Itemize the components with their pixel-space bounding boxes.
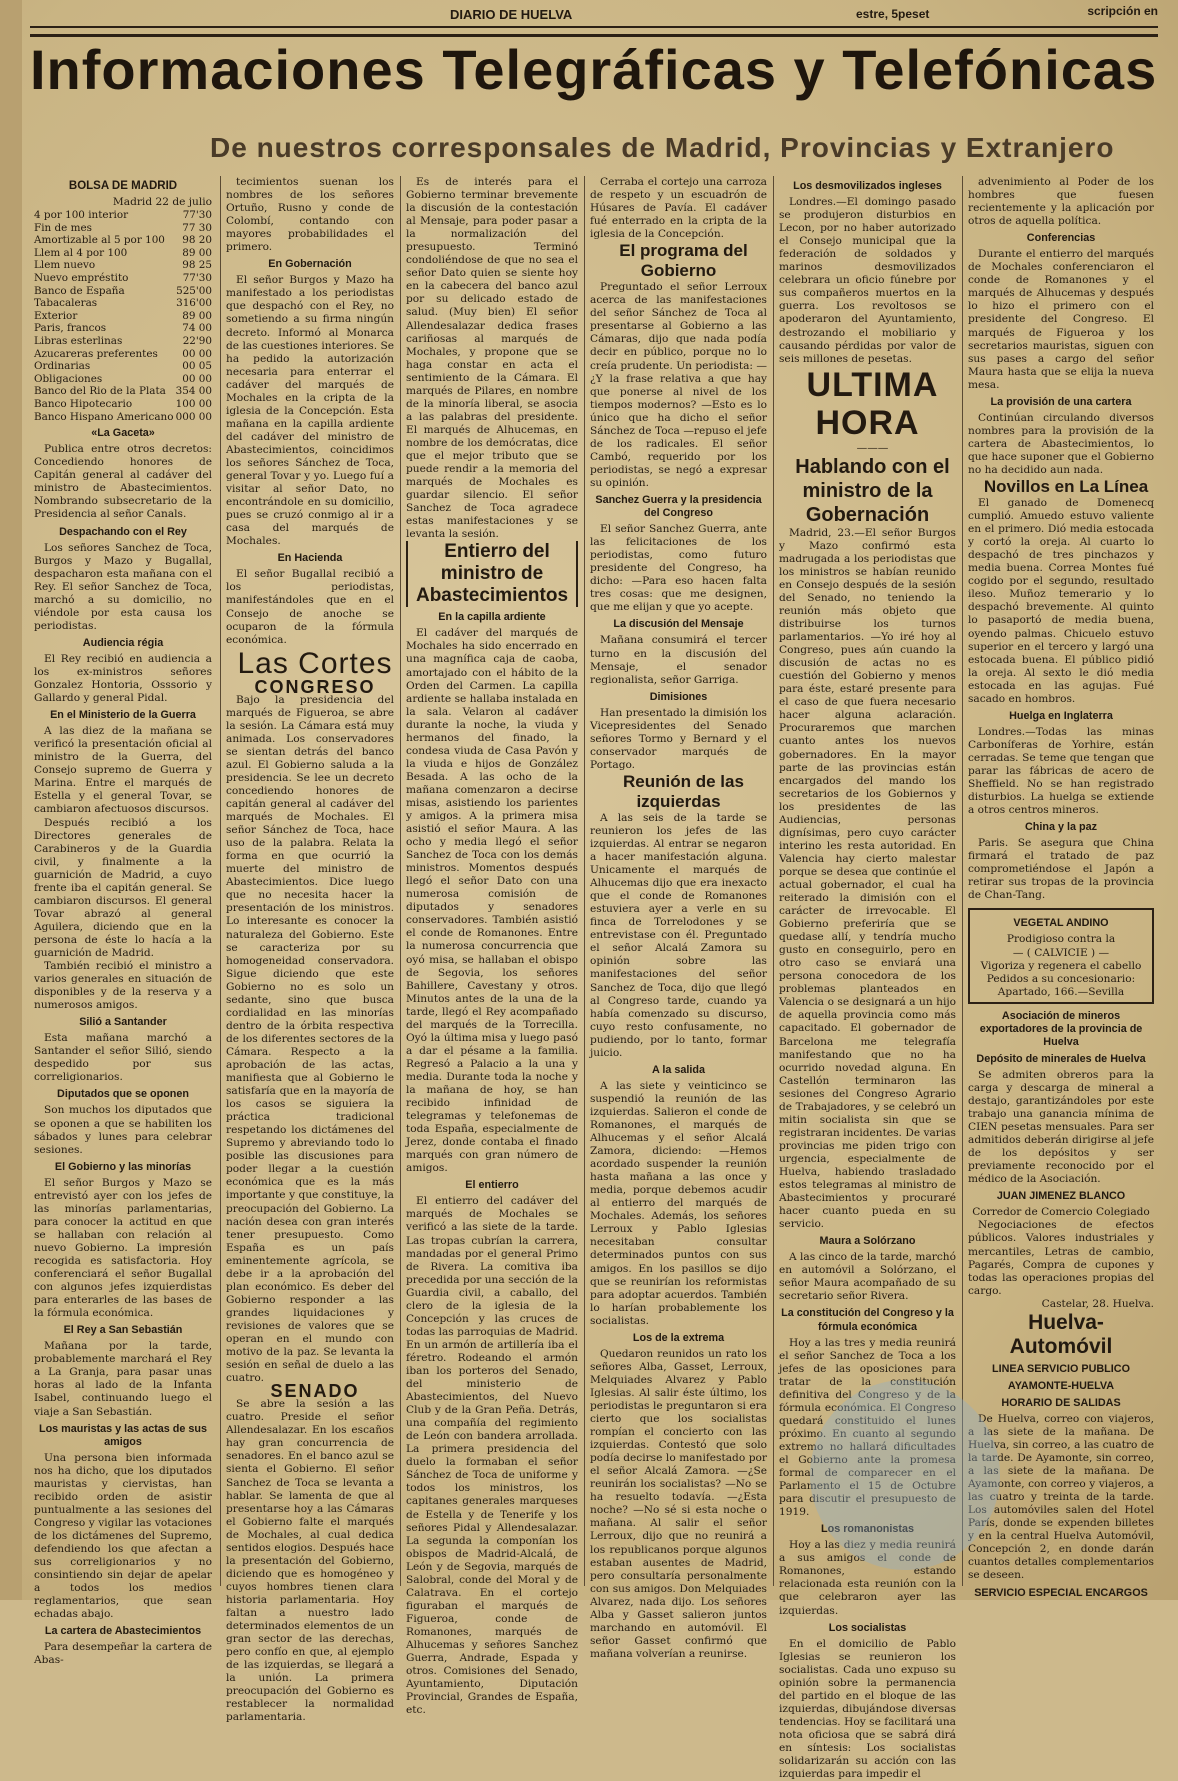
heading-dimisiones: Dimisiones (649, 690, 708, 703)
article-extrema: Quedaron reunidos un rato los señores Alba, Gasset, Lerroux, Melquiades Alvarez y Pablo Iglesias. Al salir éste último, los periodistas le preguntaron si era cierto que los socialistas rompían el concierto con las izquierdas. Contestó que solo podía decirse lo manifestado por el señor Alcalá Zamora. —¿Se reunirán los socialistas? —No se ha resuelto todavía. —¿Esta noche? —No sé si esta noche o mañana. Al salir el señor Lerroux, dijo que no reunirá a los republicanos porque algunos estaban ausentes de Madrid, pero consultaría personalmente con sus amigos. Don Melquiades Alvarez, nada dijo. Los señores Alba y Gasset salieron juntos marchando en automóvil. El señor Gasset confirmó que mañana volverían a reunirse. (590, 1347, 767, 1660)
article-china: Paris. Se asegura que China firmará el tratado de paz comprometiéndose el Japón a retirar sus tropas de la provincia de Chan-Tang. (968, 837, 1154, 902)
heading-extrema: Los de la extrema (632, 1331, 725, 1344)
article-capilla: El cadáver del marqués de Mochales ha sido encerrado en una magnífica caja de caoba, amortajado con el hábito de la Orden del Carmen. La capilla ardiente se hallaba instalada en la sala. Velaron al cadáver durante la noche, la viuda y hermanos del finado, la condesa viuda de Casa Pavón y la viuda e hijos de González Besada. A las ocho de la mañana comenzaron a decirse misas, asistiendo los parientes y amigos. A la primera misa asistió el señor Maura. A las ocho y media llegó el señor Sanchez de Toca con los demás ministros. Momentos después llegó el señor Dato con una numerosa comisión de diputados y senadores conservadores. También asistió el conde de Romanones. Entre la numerosa concurrencia que oyó misa, se hallaban el obispo de Segovia, los señores Bahillere, Cavestany y otros. Minutos antes de la una de la tarde, llegó el Rey acompañado del marqués de la Torrecilla. Oyó la última misa y luego pasó a dar el pésame a la familia. Regresó a Palacio a la una y media. Durante toda la noche y la mañana de hoy, se han recibido infinidad de telegramas y telefonemas de toda España, especialmente de Jerez, donde contaba el finado marqués con gran número de amigos. (406, 627, 578, 1175)
column-rule (400, 176, 401, 1586)
article-gobernacion: El señor Burgos y Mazo ha manifestado a los periodistas que despachó con el Rey, no sometiendo a su firma ningún decreto. Informó al Monarca de las cuestiones interiores. Se ha pedido la autorización necesaria para enterrar el cadáver del marqués de Mochales en la cripta de la iglesia de la Concepción. Esta mañana en la capilla ardiente del cadáver del ministro de Abastecimientos, coincidimos los señores Sánchez de Toca, general Tovar y yo. Luego fuí a visitar al señor Dato, no encontrándole en su domicilio, pues se cruzó conmigo al ir a casa del marqués de Mochales. (226, 274, 394, 548)
heading-guerra: En el Ministerio de la Guerra (50, 709, 196, 722)
bolsa-value: 89 00 (182, 309, 212, 322)
column-rule (773, 176, 774, 1586)
column-rule (962, 176, 963, 1586)
heading-hacienda: En Hacienda (277, 552, 343, 565)
bolsa-value: 316'00 (176, 297, 212, 310)
heading-cartera: La cartera de Abastecimientos (44, 1625, 202, 1638)
heading-programa: El programa del Gobierno (619, 241, 748, 281)
ad-vegetal-line-2: — ( CALVICIE ) — (1012, 946, 1110, 959)
column-rule (584, 176, 585, 1586)
column-6 (968, 176, 1154, 1603)
article-cartera: Para desempeñar la cartera de Abas- (34, 1641, 212, 1667)
article-diputados: Son muchos los diputados que se oponen a que se habiliten los sábados y lunes para celebrar sesiones. (34, 1104, 212, 1156)
column-4 (590, 176, 767, 1661)
ad-huelva-line-1: LINEA SERVICIO PUBLICO (992, 1362, 1130, 1375)
bolsa-value: 77'30 (182, 272, 212, 285)
bolsa-value: 000 00 (175, 410, 212, 423)
bolsa-label: Banco de España (34, 284, 125, 297)
heading-socialistas: Los socialistas (828, 1621, 907, 1634)
ad-huelva-automovil-title: Huelva-Automóvil (1009, 1310, 1113, 1358)
article-col4-top: Cerraba el cortejo una carroza de respeto y un escuadrón de Húsares de Pavía. El cadáver fué enterrado en la cripta de la iglesia de la Concepción. (590, 176, 767, 241)
article-col2-top: tecimientos suenan los nombres de los señores Ortuño, Rusno y conde de Colombí, contando con mayores probabilidades el primero. (226, 176, 394, 254)
ad-huelva-body: De Huelva, correo con viajeros, a las siete de la mañana. De Huelva, sin correo, a las cuatro de la tarde. De Ayamonte, sin correo, a las siete de la mañana. De Ayamonte, con correo y viajeros, a las cuatro y treinta de la tarde. Los automóviles salen del Hotel París, donde se expenden billetes y en la central Huelva Automóvil, Concepción 2, en donde darán cuantos detalles complementarios se deseen. (968, 1412, 1154, 1582)
article-constitucion: Hoy a las tres y media reunirá el señor Sanchez de Toca a los jefes de las oposiciones para tratar de la constitución definitiva del Congreso y de la fórmula económica. El Congreso quedará constituido el lunes próximo. En cuanto al segundo extremo no hallará dificultades el Gobierno ante la promesa formal de comparecer en el Parlamento el 15 de Octubre para discutir el presupuesto de 1919. (779, 1336, 956, 1519)
article-gaceta: Publica entre otros decretos: Concediendo honores de Capitán general al cadáver del ministro de Abastecimientos. Nombrando subsecretario de la Presidencia al señor Canals. (34, 443, 212, 521)
bolsa-value: 22'90 (182, 335, 212, 348)
article-novillos: El ganado de Domenecq cumplió. Amuedo estuvo valiente en el primero. Dió media estocada y cortó la oreja. Al cuarto lo despachó de tres pinchazos y media buena. Correa Montes fué cogido por el segundo, resultado ileso. Muñoz temerario y lo despachó brevemente. Al quinto lo pasaportó de media buena, oyendo palmas. Chicuelo estuvo superior en el tercero y largó una estocada buena. El público pidió la oreja. Al sexto le dió media estocada en las agujas. Fué sacado en hombros. (968, 497, 1154, 705)
ad-vegetal-andino (968, 908, 1154, 1003)
article-deposito: Se admiten obreros para la carga y descarga de mineral a destajo, garantizándoles por este trabajo una ganancia mínima de CIEN pesetas mensuales. Para ser admitidos deberán dirigirse al jefe de los depósitos y ser previamente reconocido por el médico de la Asociación. (968, 1068, 1154, 1186)
bolsa-row (34, 272, 212, 285)
ad-vegetal-title: VEGETAL ANDINO (1013, 917, 1109, 930)
bolsa-value: 100 00 (175, 398, 212, 410)
article-hablando: Madrid, 23.—El señor Burgos y Mazo confirmó esta madrugada a los periodistas que los ministros se habían reunido en Consejo después de la sesión del Senado, no teniendo la reunión más objeto que distribuirse los turnos parlamentarios. —Yo iré hoy al Congreso, pues aún cuando la discusión de actas no es cuestión del Gobierno y menos para éste, estaré presente para el caso de que fuera necesario hacer alguna aclaración. Procuraremos que marchen cuanto antes los nuevos gobernadores. En la mayor parte de las provincias están encargados del mando los secretarios de los Gobiernos y los presidentes de las Audiencias, personas dignísimas, pero cuyo carácter interino les resta autoridad. En Valencia hay cierto malestar porque se desea que continúe el actual gobernador, el cual ha reiterado la dimisión con el carácter de irrevocable. El Gobierno preferiría que se quedase allí, y tendría mucho gusto en conseguirlo, pero en otro caso se enviará una persona conocedora de los problemas planteados en Valencia o se designará a un hijo de aquella provincia como más capacitado. El gobernador de Barcelona me telegrafía manifestando que no ha ocurrido novedad alguna. En Castellón terminaron las sesiones del Congreso Agrario de Trabajadores, y se celebró un mitin socialista sin que se registraran incidentes. De varias provincias me piden trigo con urgencia, especialmente de Huelva, habiendo trasladado estos telegramas al ministro de Abastecimientos y procuraré hacer cuanto pueda en su servicio. (779, 526, 956, 1231)
ad-huelva-line-4: SERVICIO ESPECIAL ENCARGOS (974, 1586, 1148, 1599)
bolsa-value: 525'00 (176, 284, 212, 297)
bolsa-label: 4 por 100 interior (34, 209, 129, 222)
bolsa-label: Exterior (34, 309, 78, 322)
ad-asociacion-title: Asociación de mineros exportadores de la provincia de Huelva (979, 1009, 1143, 1048)
heading-capilla: En la capilla ardiente (438, 611, 546, 624)
heading-senado: SENADO (270, 1381, 360, 1402)
bolsa-label: Fin de mes (34, 221, 92, 234)
heading-despachando: Despachando con el Rey (59, 525, 187, 538)
bolsa-row (34, 222, 212, 235)
library-stamp (810, 1380, 1000, 1570)
bolsa-row (34, 209, 212, 222)
heading-rey: El Rey a San Sebastián (63, 1324, 183, 1337)
article-programa: Preguntado el señor Lerroux acerca de las manifestaciones del señor Sánchez de Toca al presentarse al Gobierno a las Cámaras, dijo que nada podía decir en público, porque no lo creía prudente. Un periodista: —¿Y la frase relativa a que hay que ponerse al nivel de los tiempos modernos? —Esto es lo único que ha dicho el señor Sánchez de Toca —repuso el jefe de los radicales. El señor Cambó, requerido por los periodistas, se negó a expresar su opinión. (590, 281, 767, 489)
article-dimisiones: Han presentado la dimisión los Vicepresidentes del Senado señores Tormo y Bernard y el conservador marqués de Portago. (590, 706, 767, 771)
bolsa-value: 98 25 (182, 259, 212, 272)
heading-entierro-ministro: Entierro del ministro de Abastecimientos (406, 541, 578, 607)
bolsa-title: BOLSA DE MADRID (68, 180, 178, 192)
heading-china: China y la paz (1025, 821, 1097, 834)
ad-jimenez-line-3: Castelar, 28. Huelva. (1041, 1297, 1154, 1310)
heading-novillos: Novillos en La Línea (983, 477, 1149, 497)
bolsa-value: 354 00 (175, 385, 212, 398)
heading-reunion: Reunión de las izquierdas (623, 771, 744, 811)
article-hacienda: El señor Bugallal recibió a los periodistas, manifestándoles que en el Consejo de anoche se ocuparon de la fórmula económica. (226, 568, 394, 646)
bolsa-value: 00 05 (182, 360, 212, 373)
article-salida: A las siete y veinticinco se suspendió la reunión de las izquierdas. Salieron el conde de Romanones, el marqués de Alhucemas y el señor Alcalá Zamora, diciendo: —Hemos acordado suspender la reunión hasta mañana a las once y media, porque debemos acudir al entierro del marqués de Mochales. Además, los señores Lerroux y Pablo Iglesias necesitaban consultar determinados puntos con sus amigos. En los pasillos se dijo que se reunirían los reformistas para adoptar acuerdos. También lo harían probablemente los socialistas. (590, 1079, 767, 1327)
bolsa-row (34, 297, 212, 310)
article-mauristas: Una persona bien informada nos ha dicho, que los diputados mauristas y ciervistas, han recibido orden de asistir puntualmente a las sesiones del Congreso y vigilar las votaciones de los dictámenes del Supremo, defendiendo los que afectan a sus correligionarios y no consintiendo sin dejar de apelar a todos los medios reglamentarios, que sean echadas abajo. (34, 1451, 212, 1621)
heading-gaceta: «La Gaceta» (91, 427, 155, 440)
ad-vegetal-line-1: Prodigioso contra la (1006, 933, 1116, 946)
bolsa-value: 00 00 (182, 372, 212, 385)
article-romanonistas: Hoy a las diez y media reunirá a sus amigos el conde de Romanones, estando relacionada esta reunión con la que celebraron ayer las izquierdas. (779, 1539, 956, 1617)
article-sanchez-guerra: El señor Sanchez Guerra, ante las felicitaciones de los periodistas, como futuro presidente del Congreso, ha dicho: —Para eso hacen falta tres cosas: que me designen, que me elijan y que yo acepte. (590, 523, 767, 614)
article-minorias: El señor Burgos y Mazo se entrevistó ayer con los jefes de las minorías parlamentarias, para conocer la actitud en que se hallaban con relación al nuevo Gobierno. La impresión recogida es satisfactoria. Hoy conferenciará el señor Bugallal con algunos jefes izquierdistas para enterarles de las bases de la fórmula económica. (34, 1176, 212, 1320)
bolsa-row (34, 348, 212, 361)
article-col6-top: advenimiento al Poder de los hombres que fuesen recientemente y la aplicación por otros de aquella política. (968, 176, 1154, 228)
heading-mensaje: La discusión del Mensaje (613, 618, 744, 631)
page-header-bar (30, 4, 1158, 28)
bolsa-value: 89 00 (182, 246, 212, 259)
article-desmovilizados: Londres.—El domingo pasado se produjeron disturbios en Lecon, por no haber autorizado el Consejo municipal que la federación de soldados y marinos desmovilizados celebrara un oficio fúnebre por sus compañeros muertos en la guerra. Los revoltosos se apoderaron del Ayuntamiento, destrozando el mobiliario y causando pérdidas por valor de seis millones de pesetas. (779, 196, 956, 365)
bolsa-label: Banco Hipotecario (34, 398, 133, 410)
ad-huelva-line-3: HORARIO DE SALIDAS (1001, 1396, 1121, 1409)
heading-mauristas: Los mauristas y las actas de sus amigos (38, 1422, 208, 1448)
bolsa-label: Libras esterlinas (34, 335, 123, 348)
bolsa-row (34, 411, 212, 424)
divider-dash: ——— (856, 441, 889, 454)
header-subscription: scripción en (1087, 4, 1158, 18)
bolsa-label: Banco del Rio de la Plata (34, 385, 166, 398)
header-newspaper-name: DIARIO DE HUELVA (450, 7, 573, 22)
heading-maura: Maura a Solórzano (819, 1235, 916, 1248)
bolsa-row (34, 385, 212, 398)
heading-provision: La provisión de una cartera (990, 395, 1132, 408)
heading-sanchez-guerra: Sanchez Guerra y la presidencia del Congreso (595, 493, 762, 520)
bolsa-label: Nuevo empréstito (34, 272, 129, 285)
ad-vegetal-line-3: Vigoriza y regenera el cabello (980, 959, 1142, 972)
article-provision: Continúan circulando diversos nombres para la provisión de la cartera de Abastecimientos, lo que hace suponer que el Gobierno no ha decidido aun nada. (968, 411, 1154, 476)
bolsa-label: Ordinarias (34, 360, 91, 373)
heading-audiencia: Audiencia régia (82, 636, 164, 649)
bolsa-value: 77 30 (182, 221, 212, 234)
heading-hablando: Hablando con el ministro de la Gobernación (795, 455, 950, 526)
article-maura: A las cinco de la tarde, marchó en automóvil a Solórzano, el señor Maura acompañado de su secretario señor Rivera. (779, 1251, 956, 1303)
bolsa-row (34, 373, 212, 386)
bolsa-label: Obligaciones (34, 372, 103, 385)
ad-jimenez-line-2: Negociaciones de efectos públicos. Valores industriales y mercantiles, Letras de cambio, Pagarés, Compra de cupones y todas las operaciones propias del cargo. (968, 1219, 1154, 1297)
bolsa-row (34, 322, 212, 335)
article-huelga: Londres.—Todas las minas Carboníferas de Yorhire, están cerradas. Se teme que tengan que parar las fábricas de acero de Sheffield. No se han registrado disturbios. La huelga se extiende a otros centros mineros. (968, 725, 1154, 817)
header-price: estre, 5peset (856, 7, 930, 21)
masthead-subtitle: De nuestros corresponsales de Madrid, Provincias y Extranjero (210, 132, 1115, 163)
bolsa-row (34, 234, 212, 247)
article-socialistas: En el domicilio de Pablo Iglesias se reunieron los socialistas. Cada uno expuso su opinión sobre la permanencia del partido en el bloque de las izquierdas, dibujándose diversas tendencias. Hoy se facilitará una nota oficiosa que se sabrá dirá en síntesis: Los socialistas solidarizarán su acción con las izquierdas para impedir el (779, 1637, 956, 1781)
masthead-title: Informaciones Telegráficas y Telefónicas (30, 38, 1158, 101)
bolsa-row (34, 360, 212, 373)
heading-minorias: El Gobierno y las minorías (54, 1160, 192, 1173)
article-senado: Se abre la sesión a las cuatro. Preside el señor Allendesalazar. En los escaños hay gran concurrencia de senadores. En el banco azul se sienta el Gobierno. El señor Sanchez de Toca se levanta a hablar. Se lamenta de que al presentarse hoy a las Cámaras el Gobierno falte el marqués de Mochales, al cual dedica sentidos elogios. Después hace la presentación del Gobierno, diciendo que es homogéneo y cuyos hombres tienen clara historia parlamentaria. Hoy faltan a nuestro lado determinados elementos de un gran sector de las derechas, pero confío en que, al ejemplo de las izquierdas, se llegará a la unión. La primera preocupación del Gobierno es restablecer la normalidad parlamentaria. (226, 1398, 394, 1724)
heading-el-entierro: El entierro (465, 1179, 519, 1192)
bolsa-label: Amortizable al 5 por 100 (34, 234, 165, 247)
heading-salida: A la salida (651, 1063, 705, 1076)
article-rey: Mañana por la tarde, probablemente marchará el Rey a La Granja, para pasar unas horas al lado de la Infanta Isabel, continuando luego el viaje a San Sebastián. (34, 1340, 212, 1418)
bolsa-row (34, 335, 212, 348)
bolsa-value: 74 00 (182, 322, 212, 335)
heading-deposito: Depósito de minerales de Huelva (976, 1052, 1146, 1065)
column-2 (226, 176, 394, 1724)
heading-romanonistas: Los romanonistas (821, 1523, 914, 1536)
article-despachando: Los señores Sanchez de Toca, Burgos y Mazo y Bugallal, despacharon esta mañana con el Rey. El señor Sanchez de Toca, marchó a su domicilio, no viéndole por esta causa los periodistas. (34, 541, 212, 632)
bolsa-label: Tabacaleras (34, 297, 98, 310)
bolsa-label: Llem nuevo (34, 259, 96, 272)
article-el-entierro: El entierro del cadáver del marqués de Mochales se verificó a las siete de la tarde. Las tropas cubrían la carrera, mandadas por el general Primo de Rivera. La comitiva iba precedida por una sección de la Guardia civil, a caballo, del clero de la iglesia de la Concepción y las cruces de todas las parroquias de Madrid. En un armón de artillería iba el féretro. Rodeando el armón iban los porteros del Senado, del ministerio de Abastecimientos, del Nuevo Club y de la Gran Peña. Detrás, una compañía del regimiento de León con bandera arrollada. La primera presidencia del duelo la formaban el señor Sánchez de Toca de uniforme y todos los ministros, los capitanes generales marqueses de Estella y de Tenerife y los señores Pidal y Allendesalazar. La segunda la componían los obispos de Madrid-Alcalá, de León y de Segovia, marqués de Salobral, conde del Moral y de Calatrava. En el cortejo figuraban el marqués de Figueroa, conde de Romanones, marqués de Alhucemas y señores Sanchez Guerra, Andrade, Espada y otros. Comisiones del Senado, Ayuntamiento, Diputación Provincial, Grandes de España, etc. (406, 1195, 578, 1717)
ad-vegetal-line-5: Apartado, 166.—Sevilla (997, 985, 1125, 998)
ad-jimenez-line-1: Corredor de Comercio Colegiado (972, 1206, 1150, 1219)
bolsa-date: Madrid 22 de julio (112, 196, 212, 209)
bolsa-label: Banco Hispano Americano (34, 410, 174, 423)
article-reunion: A las seis de la tarde se reunieron los jefes de las izquierdas. Al entrar se negaron a hacer manifestación alguna. Unicamente el marqués de Alhucemas dijo que era inexacto que el conde de Romanones estuviera ayer a verle en su finca de Torrelodones y se entrevistase con él. Preguntado el señor Alcalá Zamora su opinión sobre las manifestaciones del señor Sanchez de Toca, dijo que llegó al Congreso tarde, cuando ya había comenzado su discurso, cuyo resto confusamente, no pudiendo, por lo tanto, formar juicio. (590, 811, 767, 1059)
ad-huelva-line-2: AYAMONTE-HUELVA (1007, 1379, 1115, 1392)
heading-silio: Silió a Santander (79, 1016, 167, 1029)
bolsa-row (34, 259, 212, 272)
bolsa-label: Llem al 4 por 100 (34, 246, 128, 259)
article-congreso: Bajo la presidencia del marqués de Figueroa, se abre la sesión. La Cámara está muy animada. Los conservadores se sientan detrás del banco azul. El Gobierno saluda a la presidencia. Se lee un decreto concediendo honores de capitán general al cadáver del marqués de Mochales. El señor Sánchez de Toca, hace uso de la palabra. Relata la forma en que ocurrió la muerte del ministro de Abastecimientos. Dice luego que no necesita hacer la presentación de los ministros. Lo interesante es conocer la naturaleza del Gobierno. Este se caracteriza por su homogeneidad conservadora. Sigue diciendo que este Gobierno no es solo un sedante, sino que busca cordialidad en las minorías dentro de la órbita respectiva de los diferentes sectores de la Cámara. Respecto a la aprobación de las actas, manifiesta que al Gobierno le satisfaría que en la mayoría de los casos se siguiera la práctica tradicional respetando los dictámenes del Supremo y abreviando todo lo posible las discusiones para poder llegar a la cuestión económica que es la más importante y que constituye, la preocupación del Gobierno. La nación desea con gran interés tener presupuesto. Como España es un país eminentemente agrícola, se debe ir a la aprobación del plan económico. Es deber del Gobierno responder a las grandes liquidaciones y revisiones de valores que se operan en el mundo con motivo de la paz. Se levanta la sesión en señal de duelo a las cuatro. (226, 693, 394, 1385)
bolsa-value: 77'30 (182, 209, 212, 222)
ad-jimenez-name: JUAN JIMENEZ BLANCO (996, 1190, 1126, 1203)
bolsa-value: 98 20 (182, 234, 212, 247)
article-silio: Esta mañana marchó a Santander el señor Silió, siendo despedido por sus correligionarios. (34, 1032, 212, 1084)
heading-desmovilizados: Los desmovilizados ingleses (793, 180, 942, 192)
ad-vegetal-line-4: Pedidos a su concesionario: (986, 972, 1136, 985)
heading-congreso: CONGRESO (254, 676, 376, 697)
article-guerra-3: También recibió el ministro a varios generales en situación de disponibles y de la reserva y a numerosos amigos. (34, 960, 212, 1012)
article-audiencia: El Rey recibió en audiencia a los ex-ministros señores Gonzalez Hontoria, Osssorio y Gallardo y general Pidal. (34, 652, 212, 705)
column-1 (34, 176, 212, 1667)
bolsa-row (34, 247, 212, 260)
column-3 (406, 176, 578, 1717)
heading-las-cortes: Las Cortes (237, 646, 393, 680)
header-rule (30, 34, 1158, 37)
bolsa-row (34, 285, 212, 298)
bolsa-value: 00 00 (182, 347, 212, 360)
bolsa-table (34, 209, 212, 423)
bolsa-row (34, 310, 212, 323)
column-rule (220, 176, 221, 1586)
article-mensaje: Mañana consumirá el tercer turno en la discusión del Mensaje, el senador regionalista, señor Garriga. (590, 634, 767, 686)
bolsa-row (34, 398, 212, 411)
article-guerra-1: A las diez de la mañana se verificó la presentación oficial al ministro de la Guerra, del Consejo supremo de Guerra y Marina. Entre el marqués de Estella y el general Tovar, se cambiaron afectuosos discursos. (34, 725, 212, 816)
article-conferencias: Durante el entierro del marqués de Mochales conferenciaron el conde de Romanones y el marqués de Alhucemas y después lo hizo el primero con el presidente del Congreso. El marqués de Figueroa y los secretarios mauristas, siguen con sus pases a cargo del señor Maura hasta que se elija la nueva mesa. (968, 248, 1154, 391)
heading-ultima-hora: ULTIMA HORA (806, 365, 939, 442)
heading-conferencias: Conferencias (1026, 232, 1096, 245)
article-col3-top: Es de interés para el Gobierno terminar brevemente la discusión de la contestación al Mensaje, para poder pasar a la normalización del presupuesto. Terminó condoliéndose de que no sea el señor Dato quien se siente hoy en la cabecera del banco azul por su delicado estado de salud. (Muy bien) El señor Allendesalazar dedica frases cariñosas al marqués de Mochales, y propone que se haga constar en acta el sentimiento de la Cámara. El marqués de Pilares, en nombre de la minoría liberal, se asocia a las palabras del presidente. El marqués de Alhucemas, en nombre de los demócratas, dice que el mejor tributo que se puede rendir a la memoria del marqués de Mochales es guardar silencio. El señor Sanchez de Toca agradece estas manifestaciones y se levanta la sesión. (406, 176, 578, 541)
page-edge-shadow (0, 0, 22, 1600)
heading-constitucion: La constitución del Congreso y la fórmula económica (781, 1307, 954, 1333)
bolsa-label: Azucareras preferentes (34, 347, 158, 360)
heading-gobernacion: En Gobernación (268, 258, 352, 271)
heading-diputados: Diputados que se oponen (57, 1088, 189, 1101)
article-guerra-2: Después recibió a los Directores generales de Carabineros y de la Guardia civil, y finalmente a la guarnición de Madrid, a cuyo frente iba el capitán general. Se cambiaron discursos. El general Tovar abrazó al general Aguilera, diciendo que en la persona de éste lo hacía a la guarnición de Madrid. (34, 816, 212, 959)
bolsa-label: Paris, francos (34, 322, 107, 335)
heading-huelga: Huelga en Inglaterra (1009, 709, 1113, 722)
